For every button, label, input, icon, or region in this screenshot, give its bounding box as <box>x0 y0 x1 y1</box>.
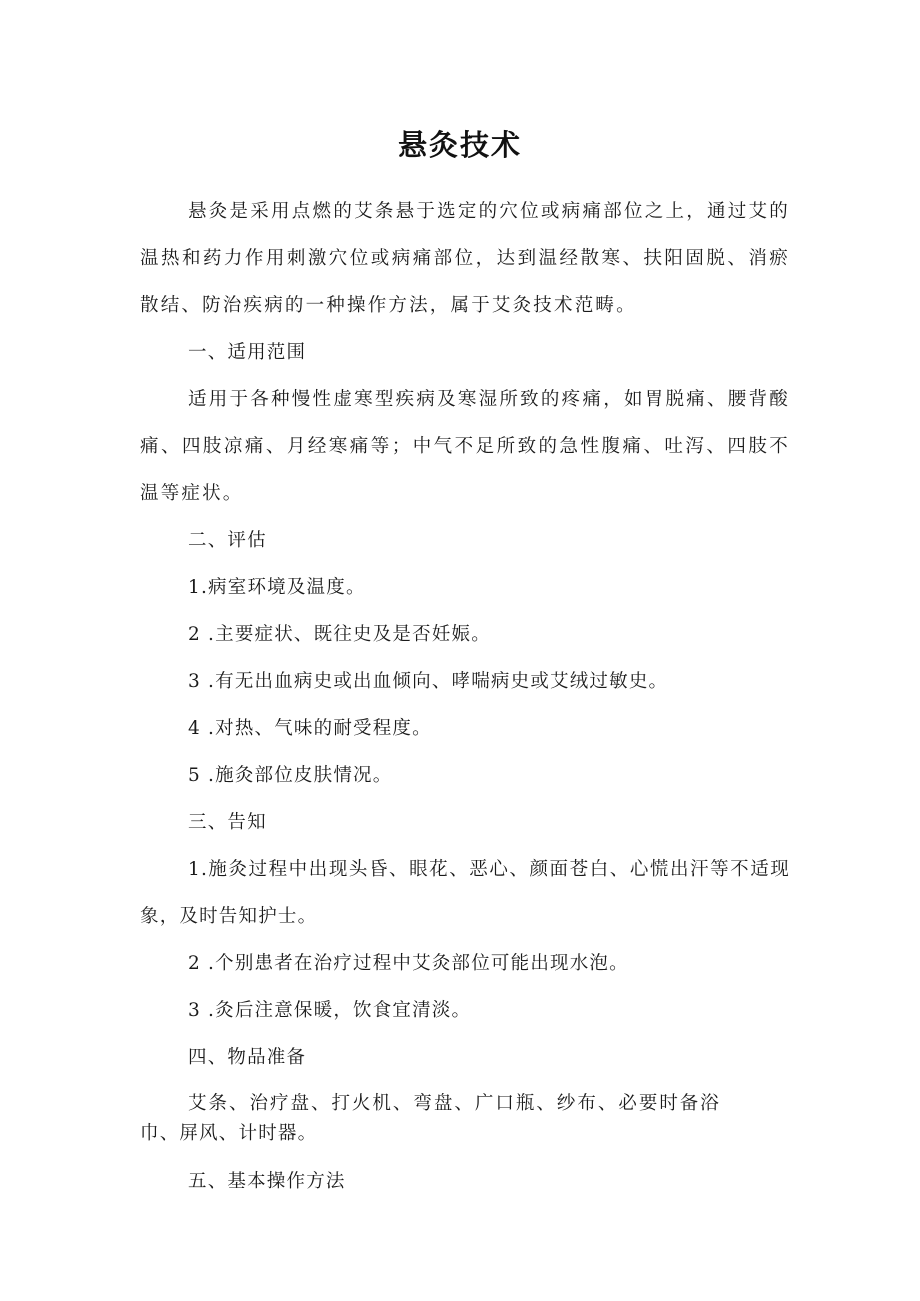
section-heading-assessment: 二、评估 <box>188 530 267 551</box>
document-body <box>140 188 790 1205</box>
assessment-item-3: 3 .有无出血病史或出血倾向、哮喘病史或艾绒过敏史。 <box>188 671 669 692</box>
supplies-paragraph: 艾条、治疗盘、打火机、弯盘、广口瓶、纱布、必要时备浴巾、屏风、计时器。 <box>140 1093 720 1144</box>
document-title: 悬灸技术 <box>397 128 522 162</box>
assessment-item-1: 1.病室环境及温度。 <box>188 577 366 598</box>
section-heading-procedure: 五、基本操作方法 <box>188 1171 346 1192</box>
assessment-item-4: 4 .对热、气味的耐受程度。 <box>188 718 432 739</box>
assessment-item-5: 5 .施灸部位皮肤情况。 <box>188 765 393 786</box>
notification-item-2: 2 .个别患者在治疗过程中艾灸部位可能出现水泡。 <box>188 953 629 974</box>
section-heading-supplies: 四、物品准备 <box>188 1047 307 1068</box>
notification-item-3: 3 .灸后注意保暖，饮食宜清淡。 <box>188 1000 472 1021</box>
notification-item-1: 1.施灸过程中出现头昏、眼花、恶心、颜面苍白、心慌出汗等不适现象，及时告知护士。 <box>140 859 790 927</box>
section-heading-scope: 一、适用范围 <box>188 342 307 363</box>
scope-paragraph: 适用于各种慢性虚寒型疾病及寒湿所致的疼痛，如胃脱痛、腰背酸痛、四肢凉痛、月经寒痛等；中气不足所致的急性腹痛、吐泻、四肢不温等症状。 <box>140 389 790 504</box>
section-heading-notification: 三、告知 <box>188 812 267 833</box>
intro-paragraph: 悬灸是采用点燃的艾条悬于选定的穴位或病痛部位之上，通过艾的温热和药力作用刺激穴位或病痛部位，达到温经散寒、扶阳固脱、消瘀散结、防治疾病的一种操作方法，属于艾灸技术范畴。 <box>140 201 790 316</box>
assessment-item-2: 2 .主要症状、既往史及是否妊娠。 <box>188 624 491 645</box>
